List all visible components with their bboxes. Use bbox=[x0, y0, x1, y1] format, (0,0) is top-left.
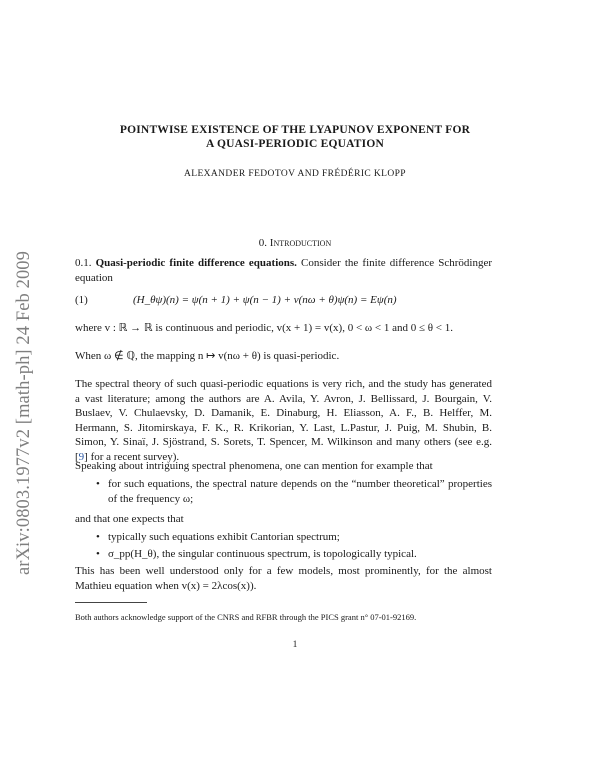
spectral-paragraph bbox=[75, 377, 492, 464]
arxiv-stamp: arXiv:0803.1977v2 [math-ph] 24 Feb 2009 bbox=[14, 250, 34, 575]
list-item bbox=[96, 547, 492, 562]
title-line-2: A QUASI-PERIODIC EQUATION bbox=[206, 138, 384, 150]
citation-link[interactable]: 9 bbox=[78, 450, 85, 463]
footnote-rule bbox=[75, 602, 147, 603]
spectral-text-after: ] for a recent survey). bbox=[84, 450, 180, 463]
subsection-label: 0.1. bbox=[75, 257, 92, 269]
list-item bbox=[96, 477, 492, 506]
authors: ALEXANDER FEDOTOV AND FRÉDÉRIC KLOPP bbox=[183, 169, 406, 179]
subsection-paragraph bbox=[75, 256, 492, 285]
bullet-icon: • bbox=[96, 547, 100, 560]
where-paragraph: where v : ℝ → ℝ is continuous and periodic, v(x + 1) = v(x), 0 < ω < 1 and 0 ≤ θ < 1. bbox=[75, 322, 453, 334]
list-item bbox=[96, 530, 492, 545]
paper-title bbox=[75, 123, 515, 151]
subsection-title: Quasi-periodic finite difference equations. bbox=[95, 257, 297, 269]
when-paragraph: When ω ∉ ℚ, the mapping n ↦ v(nω + θ) is quasi-periodic. bbox=[75, 350, 340, 362]
page-number: 1 bbox=[292, 640, 298, 650]
subsection-intro: Consider the finite difference Schrödinger equation bbox=[75, 257, 493, 284]
bullet-text: typically such equations exhibit Cantorian spectrum; bbox=[108, 531, 340, 543]
equation-body: (H_θψ)(n) = ψ(n + 1) + ψ(n − 1) + v(nω + θ)ψ(n) = Eψ(n) bbox=[133, 294, 397, 306]
title-line-1: POINTWISE EXISTENCE OF THE LYAPUNOV EXPONENT FOR bbox=[119, 124, 471, 136]
speaking-paragraph: Speaking about intriguing spectral phenomena, one can mention for example that bbox=[75, 460, 433, 472]
bullet-list-2 bbox=[96, 530, 492, 563]
bullet-text: σ_pp(H_θ), the singular continuous spectrum, is topologically typical. bbox=[108, 547, 417, 560]
bullet-text: for such equations, the spectral nature depends on the “number theoretical” properties of the frequency ω; bbox=[108, 478, 492, 505]
bullet-icon: • bbox=[96, 531, 100, 543]
section-heading: 0. Introduction bbox=[258, 237, 332, 249]
bullet-icon: • bbox=[96, 478, 100, 490]
spectral-text-before: The spectral theory of such quasi-periodic equations is very rich, and the study has generated a vast literature; among the authors are A. Avila, Y. Avron, J. Bellissard, J. Bourgain, V. Buslaev, V. Chulaevsky, D. Damanik, E. Dinaburg, H. Eliasson, A. F., B. Helffer, M. Hermann, S. Jitomirskaya, F. K., R. Krikorian, Y. Last, L.Pastur, J. Puig, M. Shubin, B. Simon, Y. Sinaï, J. Sjöstrand, S. Sorets, T. Spencer, M. Wilkinson and many others (see e.g. [ bbox=[75, 378, 492, 463]
bullet-list-1 bbox=[96, 477, 492, 508]
equation-1 bbox=[75, 294, 492, 310]
expects-paragraph: and that one expects that bbox=[75, 513, 184, 525]
footnote: Both authors acknowledge support of the CNRS and RFBR through the PICS grant n° 07-01-92169. bbox=[75, 612, 417, 622]
understood-paragraph: This has been well understood only for a few models, most prominently, for the almost Mathieu equation when v(x) = 2λcos(x)). bbox=[75, 565, 492, 592]
equation-number: (1) bbox=[75, 294, 88, 306]
